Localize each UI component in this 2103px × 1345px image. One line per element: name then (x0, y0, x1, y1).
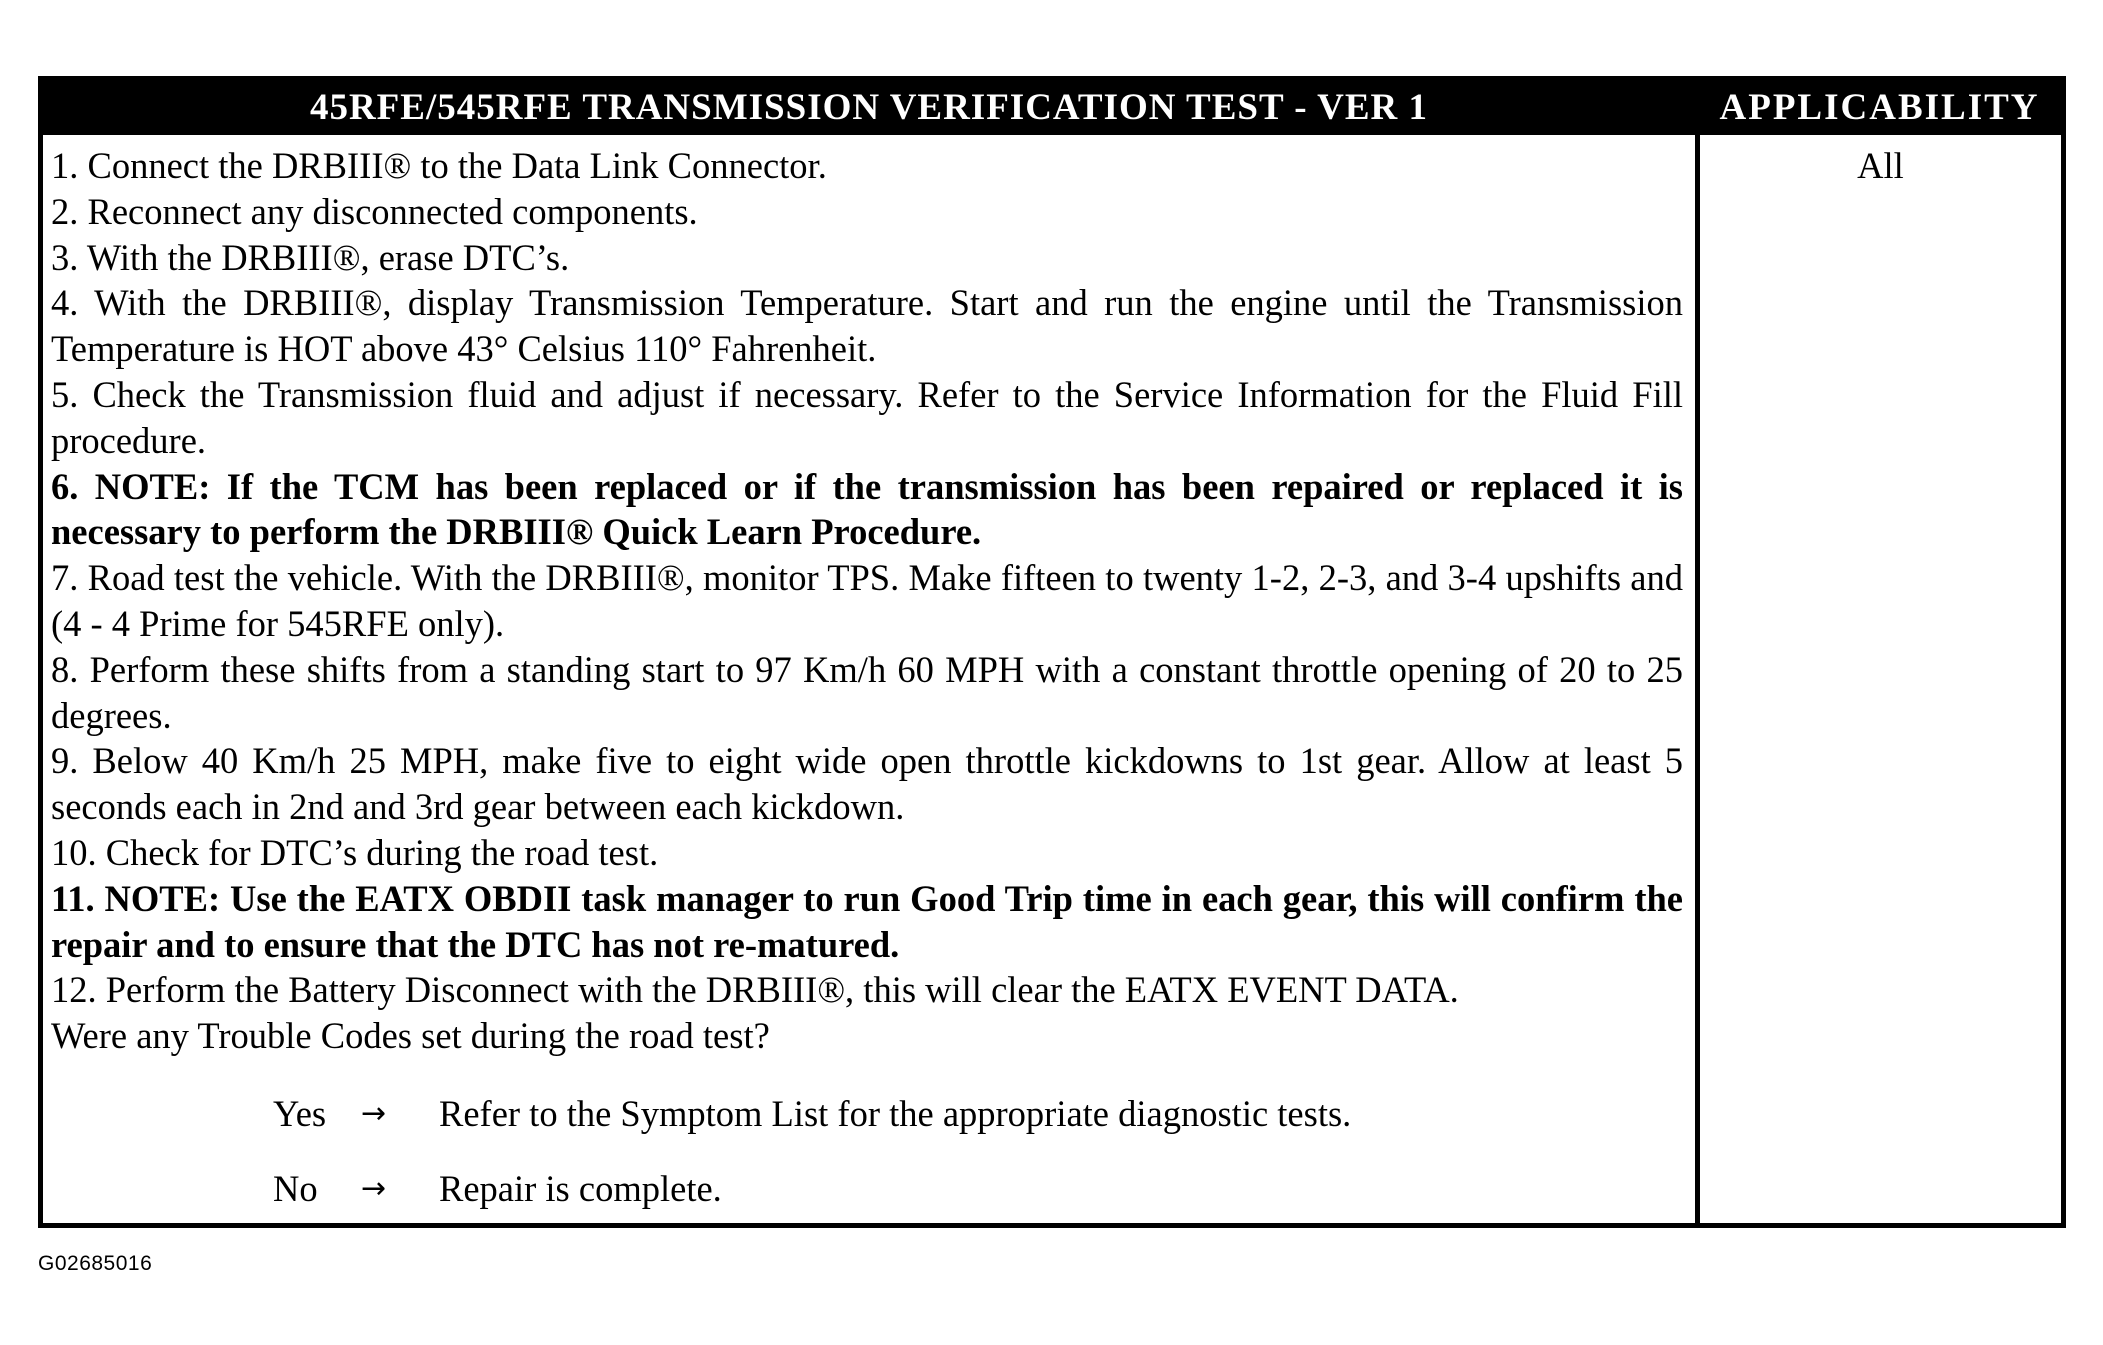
test-question: Were any Trouble Codes set during the road test? (51, 1015, 770, 1057)
column-divider (1695, 135, 1700, 1223)
outcome-answer-yes: Yes (273, 1093, 327, 1134)
step-1: 1. Connect the DRBIII® to the Data Link Connector. (51, 145, 827, 186)
outcome-no (43, 1166, 1643, 1212)
step-9: 9. Below 40 Km/h 25 MPH, make five to eight wide open throttle kickdowns to 1st gear. Allow at least 5 seconds each in 2nd and 3rd gear between each kickdown. (51, 740, 1683, 828)
outcome-result-yes: Refer to the Symptom List for the appropriate diagnostic tests. (439, 1093, 1352, 1134)
outcome-answer-no: No (273, 1168, 318, 1209)
outcome-result-no: Repair is complete. (439, 1168, 722, 1209)
step-8: 8. Perform these shifts from a standing start to 97 Km/h 60 MPH with a constant throttle opening of 20 to 25 degrees. (51, 648, 1683, 736)
step-11-note: 11. NOTE: Use the EATX OBDII task manager to run Good Trip time in each gear, this will confirm the repair and to ensure that the DTC has not re-matured. (51, 877, 1683, 965)
applicability-value: All (1857, 145, 1904, 186)
figure-id: G02685016 (38, 1252, 153, 1275)
step-4: 4. With the DRBIII®, display Transmission Temperature. Start and run the engine until the Transmission Temperature is HOT above 43° Celsius 110° Fahrenheit. (51, 282, 1683, 370)
step-3: 3. With the DRBIII®, erase DTC’s. (51, 236, 570, 278)
step-10: 10. Check for DTC’s during the road test. (51, 831, 659, 873)
step-7: 7. Road test the vehicle. With the DRBIII®, monitor TPS. Make fifteen to twenty 1-2, 2-3, and 3-4 upshifts and (4 - 4 Prime for 545RFE only). (51, 557, 1683, 644)
test-title: 45RFE/545RFE TRANSMISSION VERIFICATION TEST - VER 1 (309, 87, 1429, 128)
step-5: 5. Check the Transmission fluid and adjust if necessary. Refer to the Service Information for the Fluid Fill procedure. (51, 373, 1683, 461)
table-header (43, 81, 2061, 135)
step-6-note: 6. NOTE: If the TCM has been replaced or if the transmission has been repaired or replaced it is necessary to perform the DRBIII® Quick Learn Procedure. (51, 465, 1683, 553)
test-steps (51, 143, 1683, 1059)
step-12: 12. Perform the Battery Disconnect with the DRBIII®, this will clear the EATX EVENT DATA. (51, 969, 1459, 1011)
outcome-yes (43, 1091, 1643, 1137)
step-2: 2. Reconnect any disconnected components. (51, 190, 698, 232)
arrow-right-icon: → (361, 1171, 387, 1206)
arrow-right-icon: → (361, 1096, 387, 1131)
verification-test-table (38, 76, 2066, 1228)
applicability-header: APPLICABILITY (1719, 87, 2040, 128)
